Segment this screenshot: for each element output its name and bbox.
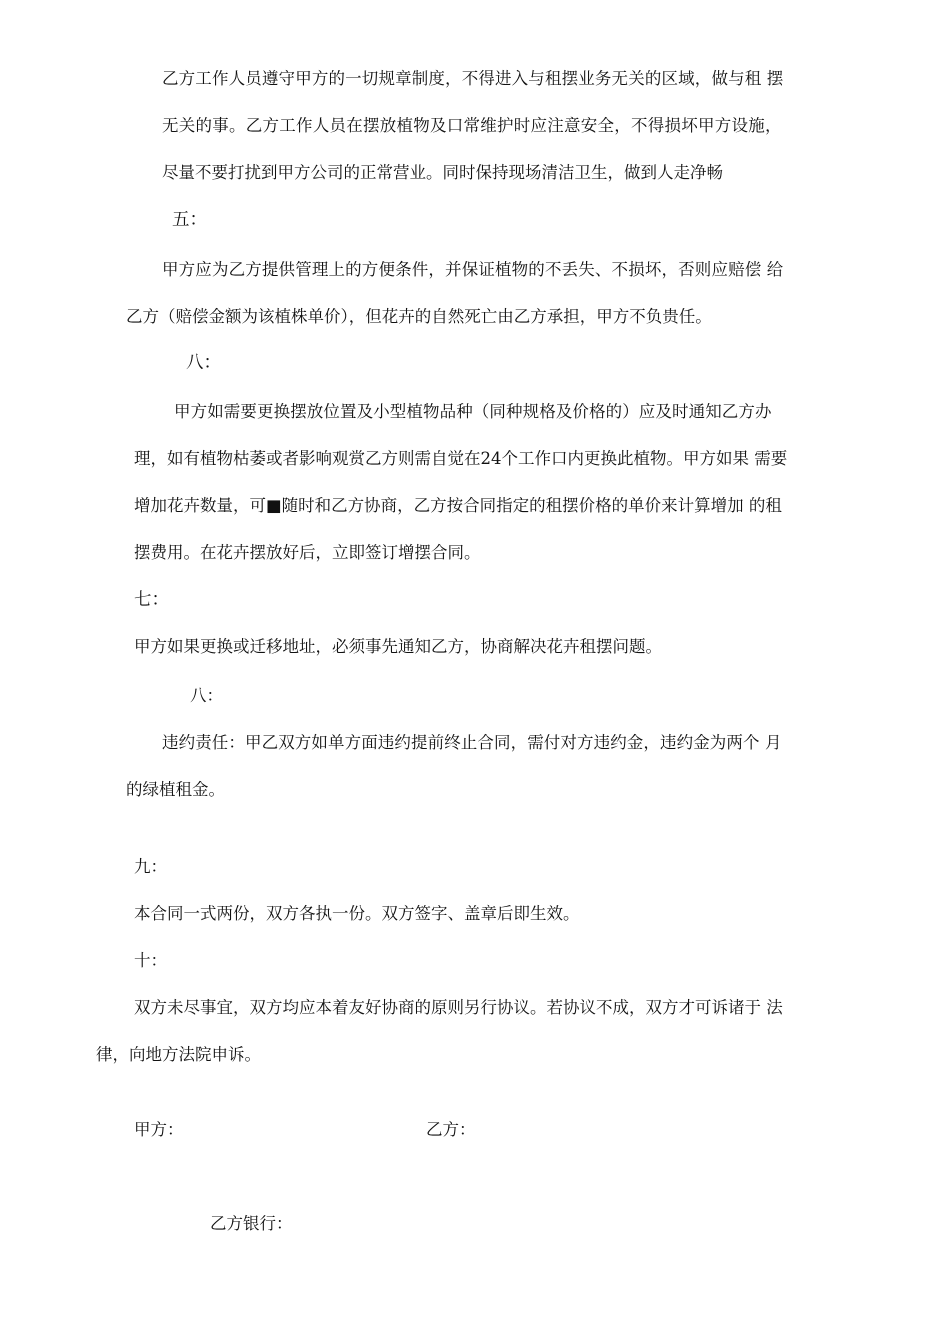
section-heading: 十： (134, 951, 167, 970)
section-heading: 八： (190, 686, 223, 705)
paragraph-line: 的绿植租金。 (126, 780, 225, 799)
signature-label-party-b: 乙方： (426, 1120, 476, 1139)
signature-label-party-a: 甲方： (134, 1120, 184, 1139)
section-heading: 五： (172, 210, 207, 230)
paragraph-line: 乙方工作人员遵守甲方的一切规章制度，不得进入与租摆业务无关的区域，做与租 摆 (162, 69, 784, 88)
paragraph-line: 尽量不要打扰到甲方公司的正常营业。同时保持现场清洁卫生，做到人走净畅 (162, 163, 723, 182)
paragraph-line: 甲方如需要更换摆放位置及小型植物品种（同种规格及价格的）应及时通知乙方办 (174, 402, 772, 421)
paragraph-line: 律，向地方法院申诉。 (96, 1045, 261, 1064)
paragraph-line: 甲方如果更换或迁移地址，必须事先通知乙方，协商解决花卉租摆问题。 (134, 637, 662, 656)
paragraph-line: 双方未尽事宜，双方均应本着友好协商的原则另行协议。若协议不成，双方才可诉诸于 法 (134, 998, 783, 1017)
paragraph-line: 理，如有植物枯萎或者影响观赏乙方则需自觉在24个工作口内更换此植物。甲方如果 需要 (134, 449, 788, 468)
paragraph-line: 摆费用。在花卉摆放好后，立即签订增摆合同。 (134, 543, 481, 562)
section-heading: 九： (134, 857, 167, 876)
paragraph-line: 乙方（赔偿金额为该植株单价），但花卉的自然死亡由乙方承担，甲方不负贵任。 (126, 307, 712, 326)
paragraph-line: 本合同一式两份，双方各执一份。双方签字、盖章后即生效。 (134, 904, 580, 923)
section-heading: 七： (134, 590, 169, 610)
paragraph-line: 违约责任：甲乙双方如单方面违约提前终止合同，需付对方违约金，违约金为两个 月 (162, 733, 782, 752)
bank-label-party-b: 乙方银行： (210, 1214, 293, 1233)
paragraph-line: 甲方应为乙方提供管理上的方便条件，并保证植物的不丢失、不损坏，否则应赔偿 给 (162, 260, 784, 279)
paragraph-line: 增加花卉数量，可■随时和乙方协商，乙方按合同指定的租摆价格的单价来计算增加 的租 (134, 496, 782, 515)
paragraph-line: 无关的事。乙方工作人员在摆放植物及口常维护时应注意安全，不得损坏甲方设施， (162, 116, 782, 135)
section-heading: 八： (186, 353, 221, 373)
